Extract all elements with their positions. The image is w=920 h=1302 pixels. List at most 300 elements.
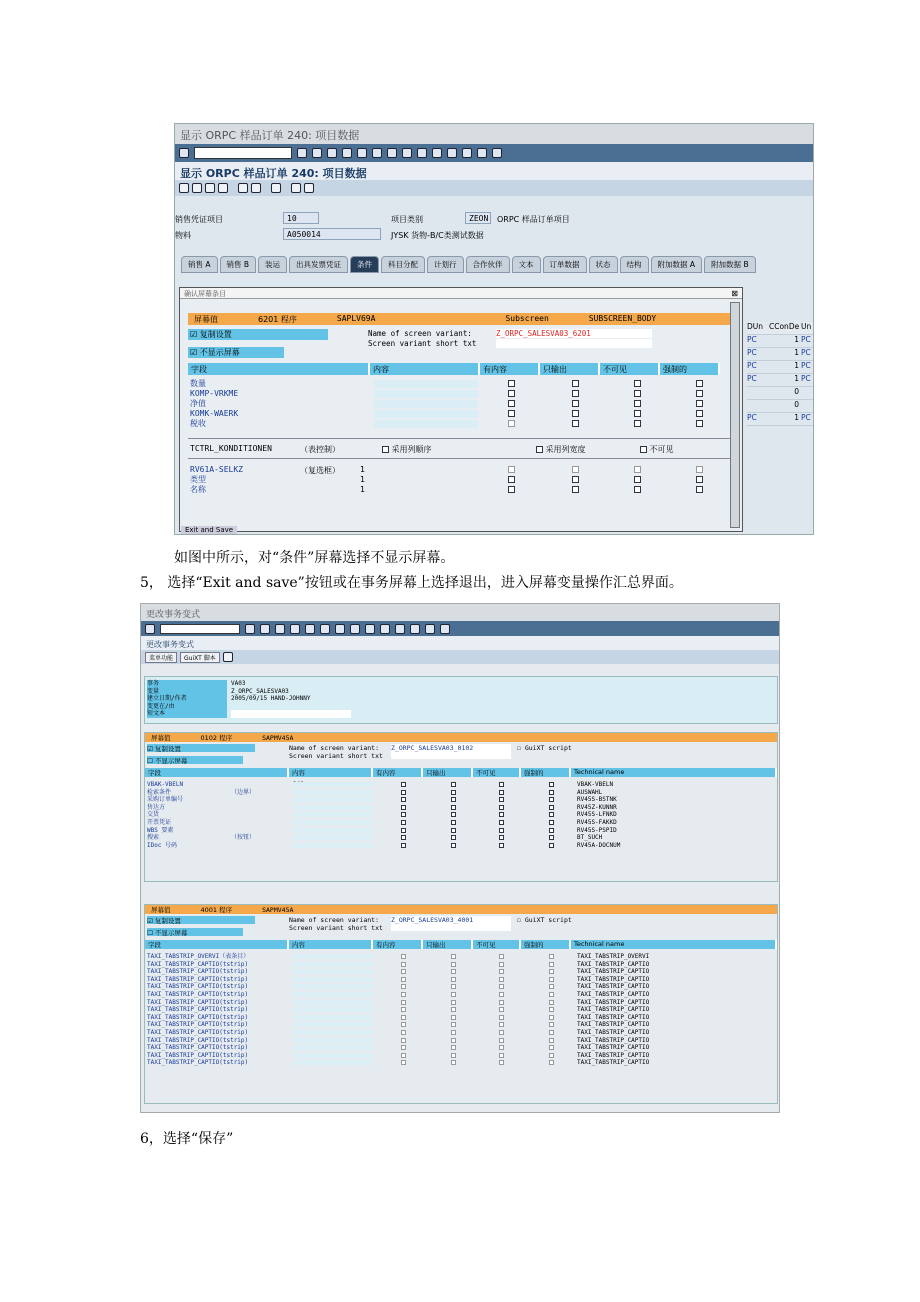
- checkbox[interactable]: [451, 969, 456, 974]
- checkbox[interactable]: [572, 410, 579, 417]
- content-input[interactable]: [293, 1045, 373, 1050]
- tab-3[interactable]: 出具发票凭证: [289, 256, 348, 273]
- tab-2[interactable]: 装运: [258, 256, 287, 273]
- content-input[interactable]: [293, 954, 373, 959]
- checkbox[interactable]: [401, 992, 406, 997]
- item-field[interactable]: 10: [283, 212, 319, 224]
- cell-un: PC: [801, 361, 811, 370]
- checkbox[interactable]: [401, 843, 406, 848]
- category-text: ORPC 样品订单项目: [497, 215, 570, 224]
- content-input[interactable]: [374, 410, 478, 418]
- content-input[interactable]: [293, 1022, 373, 1027]
- checkbox[interactable]: [634, 476, 641, 483]
- header-icon[interactable]: [251, 183, 261, 193]
- sec1-screen-label: 屏幕值: [151, 734, 171, 742]
- technical-name: AUSWAHL: [577, 788, 603, 796]
- checkbox[interactable]: [572, 476, 579, 483]
- checkbox[interactable]: [451, 790, 456, 795]
- checkbox[interactable]: [499, 790, 504, 795]
- checkbox[interactable]: [549, 1007, 554, 1012]
- checkbox[interactable]: [401, 1038, 406, 1043]
- checkbox[interactable]: [499, 1038, 504, 1043]
- shortcut-icon[interactable]: [425, 624, 435, 634]
- dialog-scrollbar[interactable]: [730, 302, 740, 528]
- checkbox[interactable]: [499, 805, 504, 810]
- save-icon[interactable]: [297, 148, 307, 158]
- sec1-no-display[interactable]: ☐ 不显示屏幕: [147, 756, 243, 764]
- field-name: TAXI_TABSTRIP_CAPTIO(tstrip): [147, 1029, 249, 1036]
- checkbox[interactable]: [549, 805, 554, 810]
- checkbox[interactable]: [401, 1045, 406, 1050]
- checkbox[interactable]: [499, 969, 504, 974]
- technical-name: TAXI_TABSTRIP_CAPTIO: [577, 1059, 650, 1067]
- tab-13[interactable]: 附加数据 B: [704, 256, 756, 273]
- info-row: [147, 710, 775, 718]
- technical-name: TAXI_TABSTRIP_CAPTIO: [577, 1036, 650, 1044]
- checkbox[interactable]: [549, 797, 554, 802]
- sec1-variant-name-label: Name of screen variant:: [289, 744, 380, 752]
- save-icon[interactable]: [245, 624, 255, 634]
- checkbox[interactable]: [499, 782, 504, 787]
- checkbox[interactable]: [549, 1060, 554, 1065]
- content-input[interactable]: [293, 790, 373, 795]
- checkbox[interactable]: [499, 820, 504, 825]
- command-field[interactable]: [194, 147, 292, 159]
- content-input[interactable]: [293, 977, 373, 982]
- sec2-no-display-label: 不显示屏幕: [154, 929, 188, 937]
- new-session-icon[interactable]: [410, 624, 420, 634]
- checkbox[interactable]: [549, 835, 554, 840]
- tab-6[interactable]: 计划行: [427, 256, 464, 273]
- screenshot-sales-order-item: [174, 123, 814, 535]
- menu-functions-button[interactable]: 菜单功能: [145, 652, 177, 663]
- column-header-3: 只输出: [423, 940, 473, 949]
- checkbox[interactable]: [401, 984, 406, 989]
- checkbox[interactable]: [549, 1015, 554, 1020]
- next-item-icon[interactable]: [205, 183, 215, 193]
- document-flow-icon[interactable]: [271, 183, 281, 193]
- checkbox[interactable]: [499, 1045, 504, 1050]
- content-input[interactable]: [293, 843, 373, 848]
- content-input[interactable]: [293, 1038, 373, 1043]
- field-name: TAXI_TABSTRIP_CAPTIO(tstrip): [147, 998, 249, 1006]
- opt-invisible[interactable]: [640, 444, 674, 455]
- checkbox[interactable]: [451, 962, 456, 967]
- checkbox[interactable]: [549, 1022, 554, 1027]
- prev-item-icon[interactable]: [192, 183, 202, 193]
- checkbox[interactable]: [696, 466, 703, 473]
- variant-short-field[interactable]: [496, 339, 652, 348]
- checkbox[interactable]: [549, 977, 554, 982]
- checkbox[interactable]: [499, 1015, 504, 1020]
- column-header-0: 字段: [188, 363, 370, 375]
- checkbox[interactable]: [634, 410, 641, 417]
- next-page-icon[interactable]: [432, 148, 442, 158]
- checkbox[interactable]: [572, 420, 579, 427]
- checkbox-invisible[interactable]: [640, 446, 647, 453]
- technical-name: RV45S-FAKKD: [577, 819, 617, 826]
- checkbox-column-order[interactable]: [382, 446, 389, 453]
- technical-name: TAXI_TABSTRIP_CAPTIO: [577, 998, 650, 1006]
- checkbox[interactable]: [634, 486, 641, 493]
- print-icon[interactable]: [305, 624, 315, 634]
- checkbox[interactable]: [696, 400, 703, 407]
- back-icon[interactable]: [312, 148, 322, 158]
- checkbox[interactable]: [451, 835, 456, 840]
- checkbox[interactable]: [499, 1022, 504, 1027]
- copy-settings-option[interactable]: ☑ 复制设置: [188, 329, 328, 340]
- checkbox[interactable]: [499, 1053, 504, 1058]
- checkbox[interactable]: [499, 1000, 504, 1005]
- content-input[interactable]: [293, 805, 373, 810]
- checkbox[interactable]: [401, 835, 406, 840]
- tab-9[interactable]: 订单数据: [543, 256, 587, 273]
- column-header-4: 不可见: [600, 363, 660, 375]
- checkbox[interactable]: [451, 828, 456, 833]
- checkbox[interactable]: [401, 1022, 406, 1027]
- variant-name-field[interactable]: Z_ORPC_SALESVA03_6201: [496, 329, 652, 338]
- checkbox[interactable]: [549, 969, 554, 974]
- window-title: 显示 ORPC 样品订单 240: 项目数据: [175, 124, 813, 144]
- field-name: VBAK-VBELN: [147, 781, 184, 788]
- shortcut-icon[interactable]: [477, 148, 487, 158]
- checkbox[interactable]: [572, 390, 579, 397]
- checkbox[interactable]: [401, 1000, 406, 1005]
- cancel-icon[interactable]: [290, 624, 300, 634]
- checkbox[interactable]: [401, 820, 406, 825]
- display-doc-icon[interactable]: [238, 183, 248, 193]
- column-header-5: 强制的: [521, 768, 571, 777]
- help-icon[interactable]: [440, 624, 450, 634]
- sec2-variant-short-field[interactable]: [391, 924, 511, 931]
- checkbox[interactable]: [549, 954, 554, 959]
- checkbox[interactable]: [451, 1007, 456, 1012]
- field-name: 税收: [190, 419, 206, 428]
- sec1-no-display-label: 不显示屏幕: [154, 757, 188, 765]
- tab-8[interactable]: 文本: [512, 256, 541, 273]
- find-next-icon[interactable]: [387, 148, 397, 158]
- checkbox[interactable]: [401, 977, 406, 982]
- checkbox[interactable]: [572, 486, 579, 493]
- command-field[interactable]: [160, 624, 240, 634]
- enter-icon[interactable]: [145, 624, 155, 634]
- checkbox[interactable]: [508, 390, 515, 397]
- checkbox[interactable]: [451, 797, 456, 802]
- right-table-row: [747, 361, 814, 374]
- checkbox[interactable]: [549, 843, 554, 848]
- checkbox[interactable]: [499, 984, 504, 989]
- checkbox[interactable]: [499, 977, 504, 982]
- checkbox[interactable]: [634, 380, 641, 387]
- sec1-copy-settings[interactable]: ☑ 复制设置: [147, 744, 255, 752]
- checkbox[interactable]: [451, 977, 456, 982]
- checkbox[interactable]: [549, 828, 554, 833]
- tab-5[interactable]: 科目分配: [381, 256, 425, 273]
- checkbox[interactable]: [696, 390, 703, 397]
- technical-name: RV45S-PSPID: [577, 826, 617, 834]
- content-input[interactable]: [293, 835, 373, 840]
- variant-short-label: Screen variant short txt: [368, 339, 477, 348]
- sec2-no-display[interactable]: ☐ 不显示屏幕: [147, 928, 243, 936]
- cell-un: PC: [801, 348, 811, 357]
- checkbox[interactable]: [549, 1038, 554, 1043]
- back-icon[interactable]: [260, 624, 270, 634]
- content-input[interactable]: [374, 420, 478, 428]
- checkbox[interactable]: [696, 476, 703, 483]
- opt-column-order[interactable]: [382, 444, 432, 455]
- content-input[interactable]: [293, 1007, 373, 1012]
- checkbox[interactable]: [634, 420, 641, 427]
- status-icon[interactable]: [304, 183, 314, 193]
- tctrl-type: （表控制）: [300, 445, 340, 454]
- list-icon[interactable]: [291, 183, 301, 193]
- sec1-program: SAPMV45A: [262, 733, 294, 742]
- column-header-3: 只输出: [423, 768, 473, 777]
- help-icon[interactable]: [492, 148, 502, 158]
- checkbox[interactable]: [634, 466, 641, 473]
- checkbox[interactable]: [401, 1060, 406, 1065]
- checkbox[interactable]: [451, 820, 456, 825]
- checkbox[interactable]: [451, 1030, 456, 1035]
- checkbox[interactable]: [401, 805, 406, 810]
- tab-4[interactable]: 条件: [350, 256, 379, 273]
- checkbox[interactable]: [634, 390, 641, 397]
- checkbox[interactable]: [634, 400, 641, 407]
- checkbox[interactable]: [696, 410, 703, 417]
- content-input[interactable]: [293, 782, 373, 787]
- content-input[interactable]: [293, 969, 373, 974]
- rv-type: （复选框）: [300, 466, 340, 475]
- sec1-variant-short-label: Screen variant short txt: [289, 752, 383, 760]
- sec2-variant-name-field[interactable]: Z_ORPC_SALESVA03_4001: [391, 916, 511, 924]
- tab-10[interactable]: 状态: [589, 256, 618, 273]
- checkbox[interactable]: [696, 420, 703, 427]
- checkbox[interactable]: [499, 828, 504, 833]
- checkbox[interactable]: [508, 380, 515, 387]
- checkbox[interactable]: [451, 1015, 456, 1020]
- prev-page-icon[interactable]: [365, 624, 375, 634]
- close-icon[interactable]: ⊠: [731, 289, 738, 298]
- prev-page-icon[interactable]: [417, 148, 427, 158]
- screen-value-bar: [188, 313, 734, 325]
- checkbox[interactable]: [451, 984, 456, 989]
- cell-ccondee: 0: [794, 400, 799, 409]
- first-page-icon[interactable]: [402, 148, 412, 158]
- content-input[interactable]: [293, 820, 373, 825]
- sec2-screen-number: 4001 程序: [200, 906, 233, 914]
- checkbox[interactable]: [549, 820, 554, 825]
- new-session-icon[interactable]: [462, 148, 472, 158]
- checkbox[interactable]: [401, 954, 406, 959]
- checkbox[interactable]: [401, 962, 406, 967]
- technical-name: TAXI_TABSTRIP_CAPTIO: [577, 1006, 650, 1014]
- checkbox[interactable]: [549, 962, 554, 967]
- content-input[interactable]: [293, 1060, 373, 1065]
- checkbox[interactable]: [549, 1030, 554, 1035]
- checkbox[interactable]: [499, 954, 504, 959]
- checkbox[interactable]: [508, 420, 515, 427]
- column-header-6: Technical name: [571, 940, 777, 949]
- checkbox[interactable]: [401, 782, 406, 787]
- checkbox[interactable]: [451, 992, 456, 997]
- subscreen-name: SUBSCREEN_BODY: [588, 314, 657, 323]
- checkbox[interactable]: [696, 380, 703, 387]
- screen-section-0102: [144, 732, 778, 882]
- cell-dun: PC: [747, 348, 757, 357]
- checkbox[interactable]: [451, 812, 456, 817]
- info-value[interactable]: [231, 710, 351, 718]
- checkbox[interactable]: [499, 962, 504, 967]
- checkbox[interactable]: [549, 1053, 554, 1058]
- content-input[interactable]: [374, 400, 478, 408]
- column-header-2: 有内容: [480, 363, 540, 375]
- sec2-copy-settings[interactable]: ☑ 复制设置: [147, 916, 255, 924]
- checkbox[interactable]: [401, 969, 406, 974]
- checkbox[interactable]: [508, 476, 515, 483]
- content-input[interactable]: [293, 962, 373, 967]
- content-input[interactable]: [293, 828, 373, 833]
- no-display-option[interactable]: ☑ 不显示屏幕: [188, 347, 284, 358]
- checkbox[interactable]: [696, 486, 703, 493]
- tab-0[interactable]: 销售 A: [181, 256, 218, 273]
- next-page-icon[interactable]: [380, 624, 390, 634]
- find-icon[interactable]: [372, 148, 382, 158]
- checkbox[interactable]: [549, 790, 554, 795]
- checkbox[interactable]: [549, 992, 554, 997]
- variant-info-box: [144, 676, 778, 724]
- checkbox[interactable]: [451, 805, 456, 810]
- info-row: [147, 695, 775, 703]
- checkbox[interactable]: [572, 466, 579, 473]
- sec1-variant-short-field[interactable]: [391, 752, 511, 759]
- checkbox[interactable]: [451, 1053, 456, 1058]
- find-next-icon[interactable]: [335, 624, 345, 634]
- checkbox[interactable]: [451, 1022, 456, 1027]
- field-name: 搜索: [147, 834, 160, 842]
- checkbox[interactable]: [499, 797, 504, 802]
- checkbox[interactable]: [499, 992, 504, 997]
- checkbox[interactable]: [508, 410, 515, 417]
- checkbox[interactable]: [572, 400, 579, 407]
- conditions-table-right: [747, 322, 814, 426]
- last-item-icon[interactable]: [218, 183, 228, 193]
- app-toolbar: [141, 650, 779, 664]
- exit-icon[interactable]: [327, 148, 337, 158]
- info-icon[interactable]: [223, 652, 233, 662]
- content-input[interactable]: [374, 380, 478, 388]
- opt-column-width[interactable]: [536, 444, 586, 455]
- last-page-icon[interactable]: [395, 624, 405, 634]
- tab-11[interactable]: 结构: [620, 256, 649, 273]
- right-table-row: [747, 335, 814, 348]
- checkbox[interactable]: [549, 1045, 554, 1050]
- tab-12[interactable]: 附加数据 A: [651, 256, 703, 273]
- checkbox[interactable]: [451, 1000, 456, 1005]
- sec2-guixt[interactable]: ☐ GuiXT script: [517, 916, 572, 924]
- checkbox[interactable]: [401, 1053, 406, 1058]
- content-input[interactable]: [293, 1015, 373, 1020]
- checkbox[interactable]: [401, 1007, 406, 1012]
- content-input[interactable]: [293, 812, 373, 817]
- command-bar: [175, 144, 813, 162]
- checkbox[interactable]: [549, 984, 554, 989]
- sec2-guixt-label: GuiXT script: [524, 916, 572, 924]
- checkbox[interactable]: [499, 843, 504, 848]
- content-input[interactable]: [293, 797, 373, 802]
- checkbox[interactable]: [401, 828, 406, 833]
- exit-and-save-button[interactable]: Exit and Save: [181, 526, 237, 534]
- checkbox[interactable]: [499, 812, 504, 817]
- field-value: 1: [360, 475, 366, 484]
- sec1-variant-name-field[interactable]: Z_ORPC_SALESVA03_0102: [391, 744, 511, 752]
- checkbox[interactable]: [401, 797, 406, 802]
- checkbox[interactable]: [508, 486, 515, 493]
- sec2-copy-settings-label: 复制设置: [154, 917, 181, 925]
- checkbox[interactable]: [401, 812, 406, 817]
- checkbox[interactable]: [401, 1015, 406, 1020]
- last-page-icon[interactable]: [447, 148, 457, 158]
- enter-icon[interactable]: [179, 148, 189, 158]
- first-page-icon[interactable]: [350, 624, 360, 634]
- exit-icon[interactable]: [275, 624, 285, 634]
- sec1-guixt[interactable]: ☐ GuiXT script: [517, 744, 572, 752]
- checkbox[interactable]: [549, 812, 554, 817]
- checkbox[interactable]: [451, 954, 456, 959]
- checkbox[interactable]: [451, 782, 456, 787]
- find-icon[interactable]: [320, 624, 330, 634]
- checkbox[interactable]: [401, 1030, 406, 1035]
- field-group-3: [188, 459, 734, 495]
- screen-section-4001: [144, 904, 778, 1104]
- content-input[interactable]: [293, 984, 373, 989]
- material-label: 物料: [175, 231, 191, 240]
- content-input[interactable]: [293, 1030, 373, 1035]
- checkbox[interactable]: [508, 400, 515, 407]
- tab-1[interactable]: 销售 B: [220, 256, 257, 273]
- print-icon[interactable]: [357, 148, 367, 158]
- checkbox[interactable]: [451, 1038, 456, 1043]
- checkbox[interactable]: [451, 1060, 456, 1065]
- checkbox[interactable]: [499, 1030, 504, 1035]
- content-input[interactable]: [293, 1000, 373, 1005]
- column-header-5: 强制的: [521, 940, 571, 949]
- content-input[interactable]: [293, 992, 373, 997]
- checkbox[interactable]: [572, 380, 579, 387]
- content-input[interactable]: [293, 1053, 373, 1058]
- field-name: 名称: [190, 485, 206, 494]
- checkbox[interactable]: [508, 466, 515, 473]
- guixt-script-button[interactable]: GuiXT 脚本: [180, 652, 220, 663]
- right-table-header: [747, 322, 814, 335]
- checkbox[interactable]: [549, 1000, 554, 1005]
- checkbox[interactable]: [401, 790, 406, 795]
- first-item-icon[interactable]: [179, 183, 189, 193]
- checkbox-column-width[interactable]: [536, 446, 543, 453]
- category-field[interactable]: ZEON: [465, 212, 491, 224]
- checkbox[interactable]: [499, 835, 504, 840]
- checkbox[interactable]: [451, 1045, 456, 1050]
- checkbox[interactable]: [499, 1060, 504, 1065]
- cell-ccondee: 0: [794, 387, 799, 396]
- material-field[interactable]: A050014: [283, 228, 381, 240]
- checkbox[interactable]: [451, 843, 456, 848]
- tab-7[interactable]: 合作伙伴: [466, 256, 510, 273]
- info-value: 2005/09/15 HAND-JOHNNY: [231, 695, 311, 703]
- content-input[interactable]: [374, 390, 478, 398]
- checkbox[interactable]: [499, 1007, 504, 1012]
- checkbox[interactable]: [549, 782, 554, 787]
- cancel-icon[interactable]: [342, 148, 352, 158]
